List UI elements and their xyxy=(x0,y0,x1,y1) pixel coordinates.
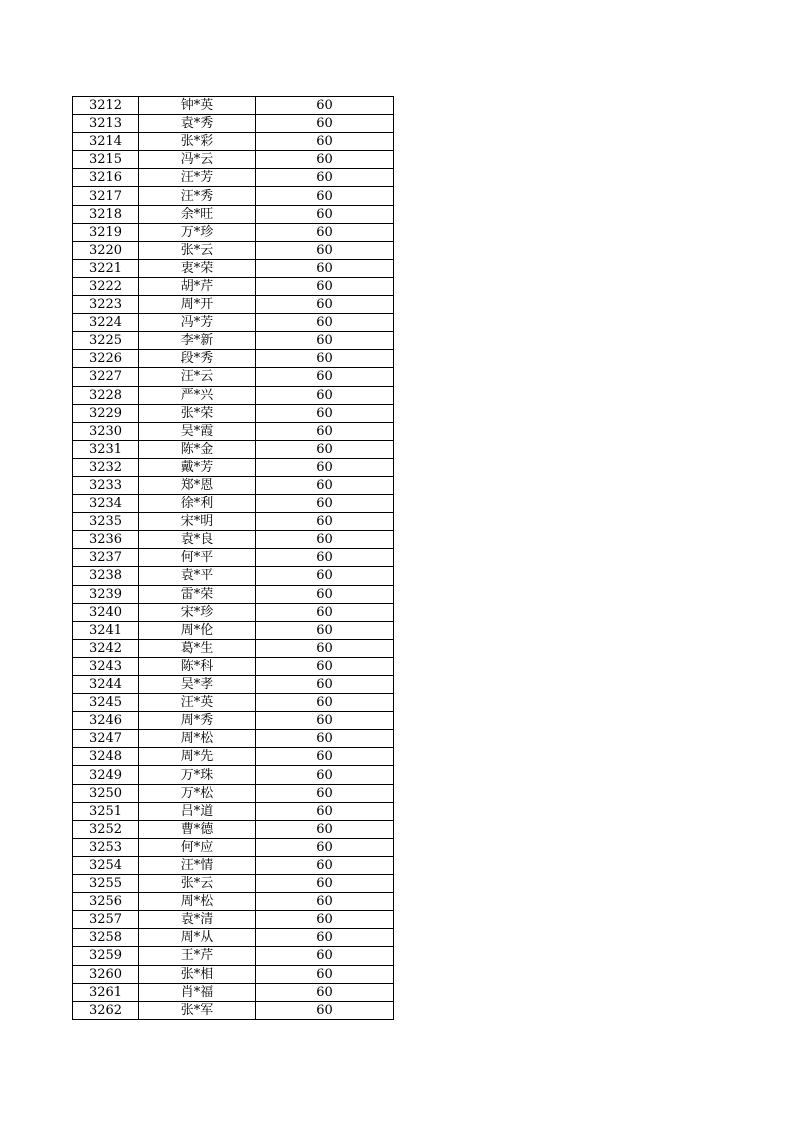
table-row xyxy=(73,133,394,151)
name-cell: 袁*清 xyxy=(139,911,256,929)
amount-cell: 60 xyxy=(256,404,394,422)
name-cell: 周*松 xyxy=(139,730,256,748)
id-cell: 3213 xyxy=(73,115,139,133)
amount-cell: 60 xyxy=(256,169,394,187)
table-row xyxy=(73,205,394,223)
id-cell: 3228 xyxy=(73,386,139,404)
id-cell: 3248 xyxy=(73,748,139,766)
table-row xyxy=(73,838,394,856)
name-cell: 戴*芳 xyxy=(139,458,256,476)
name-cell: 吕*道 xyxy=(139,802,256,820)
amount-cell: 60 xyxy=(256,368,394,386)
name-cell: 冯*芳 xyxy=(139,314,256,332)
id-cell: 3243 xyxy=(73,657,139,675)
name-cell: 汪*英 xyxy=(139,694,256,712)
name-cell: 余*旺 xyxy=(139,205,256,223)
amount-cell: 60 xyxy=(256,676,394,694)
name-cell: 汪*云 xyxy=(139,368,256,386)
data-table xyxy=(72,96,394,1020)
amount-cell: 60 xyxy=(256,549,394,567)
table-body xyxy=(73,97,394,1020)
amount-cell: 60 xyxy=(256,531,394,549)
id-cell: 3215 xyxy=(73,151,139,169)
amount-cell: 60 xyxy=(256,97,394,115)
table-row xyxy=(73,241,394,259)
table-row xyxy=(73,513,394,531)
id-cell: 3253 xyxy=(73,838,139,856)
table-row xyxy=(73,929,394,947)
id-cell: 3218 xyxy=(73,205,139,223)
id-cell: 3256 xyxy=(73,893,139,911)
table-row xyxy=(73,386,394,404)
amount-cell: 60 xyxy=(256,748,394,766)
table-row xyxy=(73,476,394,494)
table-row xyxy=(73,911,394,929)
amount-cell: 60 xyxy=(256,875,394,893)
id-cell: 3216 xyxy=(73,169,139,187)
table-row xyxy=(73,332,394,350)
table-row xyxy=(73,893,394,911)
table-row xyxy=(73,277,394,295)
name-cell: 段*秀 xyxy=(139,350,256,368)
id-cell: 3221 xyxy=(73,259,139,277)
amount-cell: 60 xyxy=(256,115,394,133)
amount-cell: 60 xyxy=(256,314,394,332)
amount-cell: 60 xyxy=(256,784,394,802)
id-cell: 3250 xyxy=(73,784,139,802)
id-cell: 3217 xyxy=(73,187,139,205)
id-cell: 3251 xyxy=(73,802,139,820)
id-cell: 3259 xyxy=(73,947,139,965)
amount-cell: 60 xyxy=(256,259,394,277)
name-cell: 钟*英 xyxy=(139,97,256,115)
amount-cell: 60 xyxy=(256,766,394,784)
name-cell: 袁*秀 xyxy=(139,115,256,133)
id-cell: 3254 xyxy=(73,856,139,874)
table-row xyxy=(73,712,394,730)
amount-cell: 60 xyxy=(256,476,394,494)
id-cell: 3260 xyxy=(73,965,139,983)
name-cell: 周*先 xyxy=(139,748,256,766)
name-cell: 袁*良 xyxy=(139,531,256,549)
amount-cell: 60 xyxy=(256,223,394,241)
table-row xyxy=(73,585,394,603)
name-cell: 周*秀 xyxy=(139,712,256,730)
table-row xyxy=(73,458,394,476)
name-cell: 汪*秀 xyxy=(139,187,256,205)
table-row xyxy=(73,259,394,277)
amount-cell: 60 xyxy=(256,1001,394,1019)
amount-cell: 60 xyxy=(256,856,394,874)
id-cell: 3240 xyxy=(73,603,139,621)
name-cell: 吴*霞 xyxy=(139,422,256,440)
name-cell: 王*芹 xyxy=(139,947,256,965)
table-row xyxy=(73,947,394,965)
table-row xyxy=(73,296,394,314)
id-cell: 3244 xyxy=(73,676,139,694)
name-cell: 宋*珍 xyxy=(139,603,256,621)
name-cell: 张*彩 xyxy=(139,133,256,151)
amount-cell: 60 xyxy=(256,458,394,476)
name-cell: 周*松 xyxy=(139,893,256,911)
id-cell: 3220 xyxy=(73,241,139,259)
amount-cell: 60 xyxy=(256,277,394,295)
table-row xyxy=(73,875,394,893)
amount-cell: 60 xyxy=(256,929,394,947)
id-cell: 3257 xyxy=(73,911,139,929)
table-row xyxy=(73,1001,394,1019)
amount-cell: 60 xyxy=(256,513,394,531)
table-row xyxy=(73,657,394,675)
amount-cell: 60 xyxy=(256,133,394,151)
amount-cell: 60 xyxy=(256,893,394,911)
amount-cell: 60 xyxy=(256,802,394,820)
id-cell: 3219 xyxy=(73,223,139,241)
amount-cell: 60 xyxy=(256,332,394,350)
amount-cell: 60 xyxy=(256,820,394,838)
amount-cell: 60 xyxy=(256,911,394,929)
amount-cell: 60 xyxy=(256,603,394,621)
id-cell: 3227 xyxy=(73,368,139,386)
id-cell: 3223 xyxy=(73,296,139,314)
table-row xyxy=(73,766,394,784)
id-cell: 3233 xyxy=(73,476,139,494)
amount-cell: 60 xyxy=(256,838,394,856)
table-row xyxy=(73,802,394,820)
name-cell: 何*应 xyxy=(139,838,256,856)
id-cell: 3246 xyxy=(73,712,139,730)
name-cell: 张*军 xyxy=(139,1001,256,1019)
id-cell: 3261 xyxy=(73,983,139,1001)
id-cell: 3249 xyxy=(73,766,139,784)
id-cell: 3235 xyxy=(73,513,139,531)
amount-cell: 60 xyxy=(256,585,394,603)
amount-cell: 60 xyxy=(256,657,394,675)
table-row xyxy=(73,784,394,802)
table-row xyxy=(73,495,394,513)
amount-cell: 60 xyxy=(256,947,394,965)
amount-cell: 60 xyxy=(256,567,394,585)
name-cell: 周*开 xyxy=(139,296,256,314)
amount-cell: 60 xyxy=(256,639,394,657)
amount-cell: 60 xyxy=(256,983,394,1001)
amount-cell: 60 xyxy=(256,965,394,983)
name-cell: 严*兴 xyxy=(139,386,256,404)
amount-cell: 60 xyxy=(256,495,394,513)
id-cell: 3224 xyxy=(73,314,139,332)
table-row xyxy=(73,404,394,422)
name-cell: 汪*情 xyxy=(139,856,256,874)
name-cell: 宋*明 xyxy=(139,513,256,531)
table-row xyxy=(73,603,394,621)
table-row xyxy=(73,694,394,712)
name-cell: 周*伦 xyxy=(139,621,256,639)
id-cell: 3238 xyxy=(73,567,139,585)
id-cell: 3231 xyxy=(73,440,139,458)
name-cell: 张*云 xyxy=(139,241,256,259)
id-cell: 3232 xyxy=(73,458,139,476)
name-cell: 肖*福 xyxy=(139,983,256,1001)
id-cell: 3226 xyxy=(73,350,139,368)
id-cell: 3262 xyxy=(73,1001,139,1019)
id-cell: 3222 xyxy=(73,277,139,295)
amount-cell: 60 xyxy=(256,730,394,748)
table-row xyxy=(73,639,394,657)
id-cell: 3242 xyxy=(73,639,139,657)
table-row xyxy=(73,169,394,187)
name-cell: 何*平 xyxy=(139,549,256,567)
id-cell: 3252 xyxy=(73,820,139,838)
name-cell: 张*相 xyxy=(139,965,256,983)
name-cell: 胡*芹 xyxy=(139,277,256,295)
name-cell: 汪*芳 xyxy=(139,169,256,187)
name-cell: 万*珍 xyxy=(139,223,256,241)
id-cell: 3241 xyxy=(73,621,139,639)
amount-cell: 60 xyxy=(256,241,394,259)
name-cell: 衷*荣 xyxy=(139,259,256,277)
name-cell: 曹*德 xyxy=(139,820,256,838)
name-cell: 陈*科 xyxy=(139,657,256,675)
table-row xyxy=(73,97,394,115)
name-cell: 冯*云 xyxy=(139,151,256,169)
table-row xyxy=(73,187,394,205)
table-row xyxy=(73,965,394,983)
id-cell: 3234 xyxy=(73,495,139,513)
name-cell: 万*松 xyxy=(139,784,256,802)
table-row xyxy=(73,531,394,549)
table-row xyxy=(73,115,394,133)
table-row xyxy=(73,748,394,766)
id-cell: 3245 xyxy=(73,694,139,712)
amount-cell: 60 xyxy=(256,187,394,205)
name-cell: 万*珠 xyxy=(139,766,256,784)
table-row xyxy=(73,983,394,1001)
amount-cell: 60 xyxy=(256,205,394,223)
name-cell: 李*新 xyxy=(139,332,256,350)
name-cell: 雷*荣 xyxy=(139,585,256,603)
name-cell: 徐*利 xyxy=(139,495,256,513)
name-cell: 张*云 xyxy=(139,875,256,893)
name-cell: 周*从 xyxy=(139,929,256,947)
amount-cell: 60 xyxy=(256,422,394,440)
table-row xyxy=(73,549,394,567)
id-cell: 3247 xyxy=(73,730,139,748)
table-row xyxy=(73,151,394,169)
id-cell: 3229 xyxy=(73,404,139,422)
id-cell: 3236 xyxy=(73,531,139,549)
id-cell: 3258 xyxy=(73,929,139,947)
table-row xyxy=(73,567,394,585)
table-row xyxy=(73,223,394,241)
id-cell: 3239 xyxy=(73,585,139,603)
name-cell: 袁*平 xyxy=(139,567,256,585)
name-cell: 葛*生 xyxy=(139,639,256,657)
amount-cell: 60 xyxy=(256,621,394,639)
amount-cell: 60 xyxy=(256,296,394,314)
table-row xyxy=(73,422,394,440)
amount-cell: 60 xyxy=(256,386,394,404)
name-cell: 郑*恩 xyxy=(139,476,256,494)
table-row xyxy=(73,621,394,639)
id-cell: 3230 xyxy=(73,422,139,440)
table-row xyxy=(73,730,394,748)
id-cell: 3214 xyxy=(73,133,139,151)
id-cell: 3255 xyxy=(73,875,139,893)
name-cell: 张*荣 xyxy=(139,404,256,422)
name-cell: 陈*金 xyxy=(139,440,256,458)
id-cell: 3212 xyxy=(73,97,139,115)
table-row xyxy=(73,676,394,694)
id-cell: 3237 xyxy=(73,549,139,567)
amount-cell: 60 xyxy=(256,350,394,368)
table-row xyxy=(73,368,394,386)
table-row xyxy=(73,350,394,368)
amount-cell: 60 xyxy=(256,694,394,712)
amount-cell: 60 xyxy=(256,712,394,730)
id-cell: 3225 xyxy=(73,332,139,350)
name-cell: 吴*孝 xyxy=(139,676,256,694)
amount-cell: 60 xyxy=(256,440,394,458)
table-row xyxy=(73,856,394,874)
amount-cell: 60 xyxy=(256,151,394,169)
table-row xyxy=(73,820,394,838)
table-row xyxy=(73,314,394,332)
table-row xyxy=(73,440,394,458)
